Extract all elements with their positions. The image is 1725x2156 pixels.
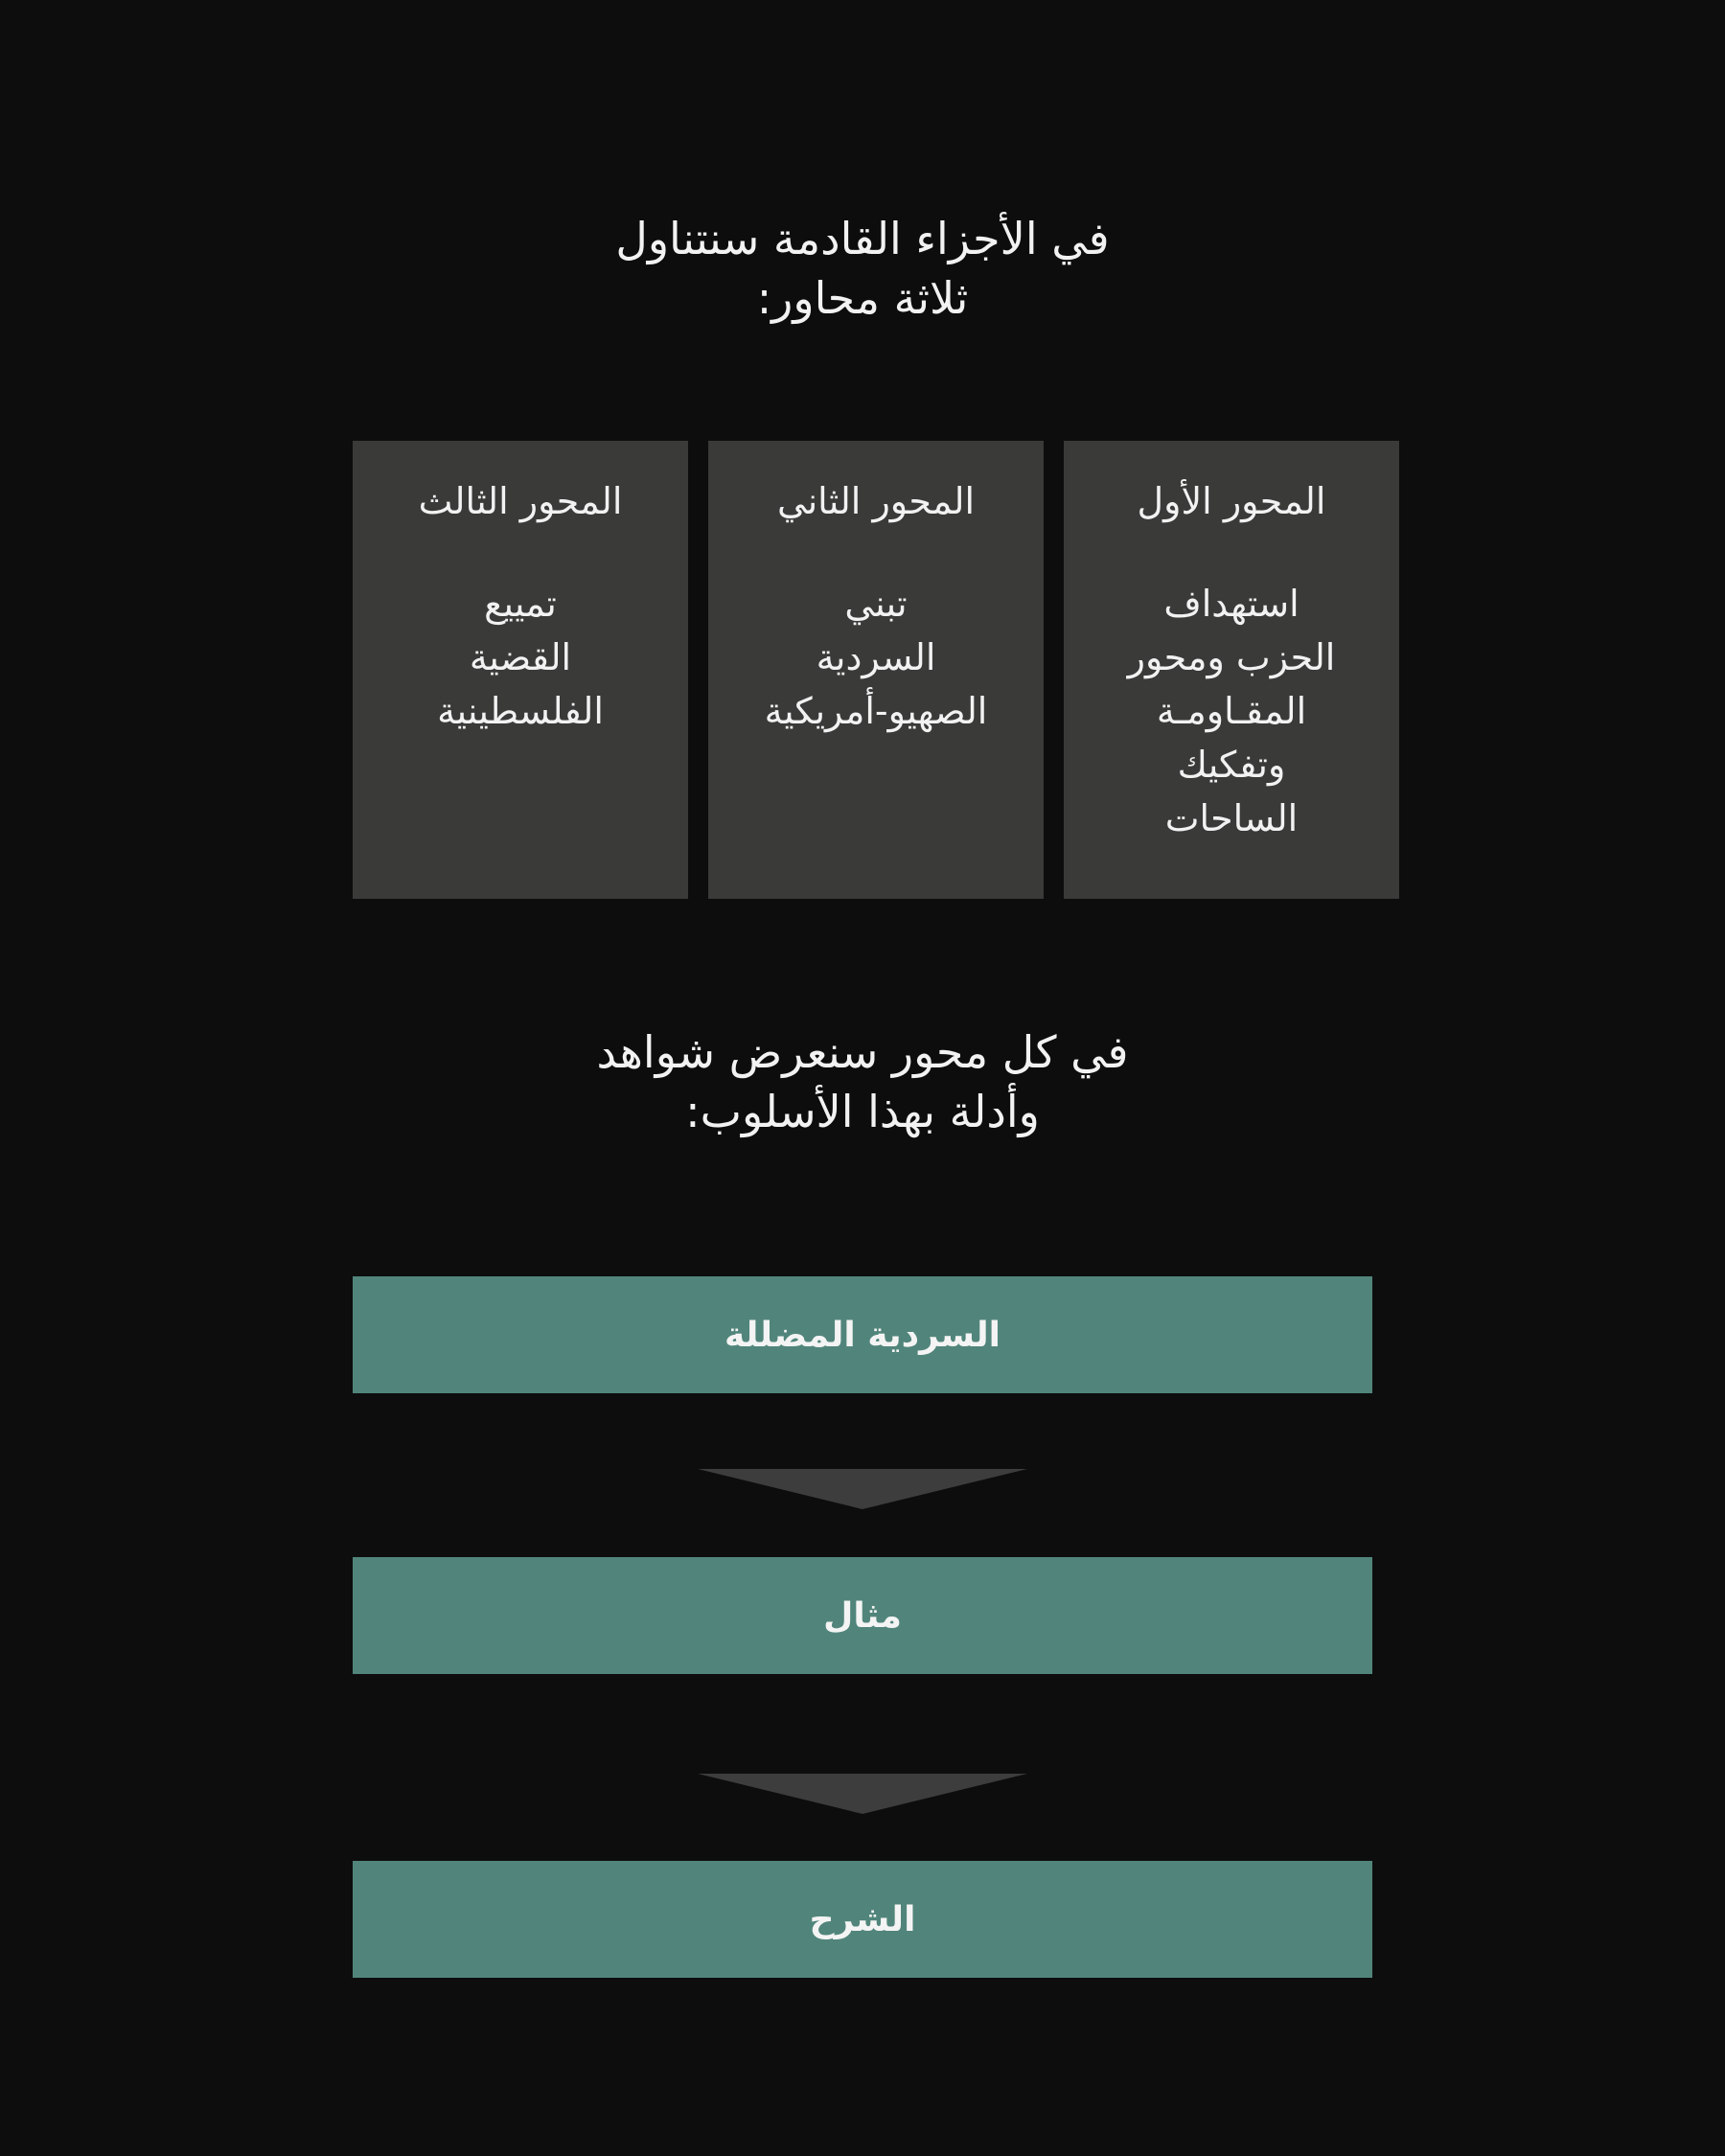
axis-card-third xyxy=(353,441,688,899)
down-arrow-icon xyxy=(698,1774,1027,1820)
method-heading xyxy=(0,1022,1725,1141)
axis-card-body xyxy=(353,577,688,738)
axis-card-title: المحور الثالث xyxy=(418,480,623,522)
axes-cards xyxy=(353,441,1399,899)
axis-card-line: الصهيو-أمريكية xyxy=(764,690,988,732)
axis-card-line: وتفكيك xyxy=(1177,744,1286,786)
axis-card-line: استهداف xyxy=(1163,583,1300,625)
intro-line-2: ثلاثة محاور: xyxy=(756,272,969,324)
axis-card-first xyxy=(1064,441,1399,899)
intro-line-1: في الأجزاء القادمة سنتناول xyxy=(615,213,1110,264)
down-arrow-icon xyxy=(698,1469,1027,1515)
axis-card-line: المقـاومـة xyxy=(1156,690,1307,732)
intro-heading xyxy=(0,209,1725,328)
axis-card-line: القضية xyxy=(469,636,572,678)
axis-card-title: المحور الأول xyxy=(1137,480,1326,522)
axis-card-body xyxy=(1064,577,1399,845)
axis-card-body xyxy=(708,577,1044,738)
axis-card-line: الساحات xyxy=(1164,797,1299,839)
axis-card-title: المحور الثاني xyxy=(776,480,976,522)
axis-card-line: السردية xyxy=(816,636,936,678)
method-line-1: في كل محور سنعرض شواهد xyxy=(596,1026,1129,1078)
flow-step-example: مثال xyxy=(353,1557,1372,1674)
axis-card-line: تمييع xyxy=(484,583,557,625)
flow-step-narrative: السردية المضللة xyxy=(353,1276,1372,1393)
axis-card-line: الفلسطينية xyxy=(437,690,604,732)
method-line-2: وأدلة بهذا الأسلوب: xyxy=(685,1086,1040,1137)
flow-step-explanation: الشرح xyxy=(353,1861,1372,1978)
axis-card-second xyxy=(708,441,1044,899)
axis-card-line: الحزب ومحور xyxy=(1127,636,1336,678)
axis-card-line: تبني xyxy=(844,583,908,625)
